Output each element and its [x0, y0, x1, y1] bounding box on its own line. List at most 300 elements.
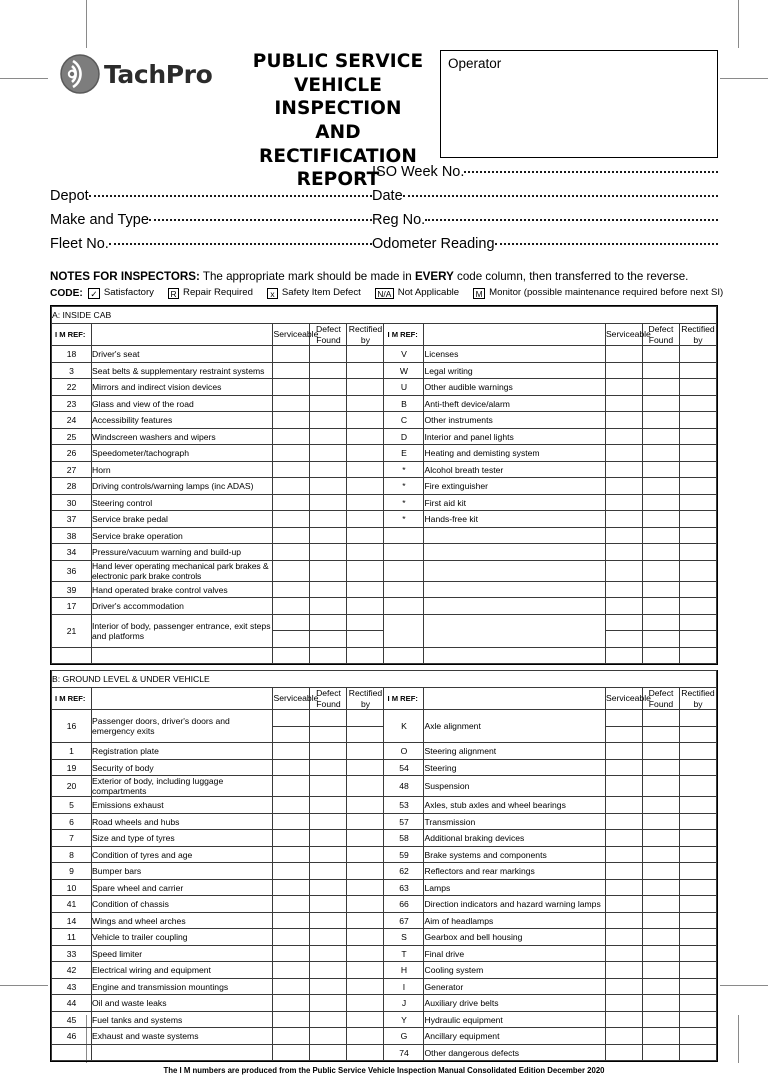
row-ref-right: H: [384, 962, 424, 979]
row-description-right: [424, 598, 605, 615]
cell-defect-found-left[interactable]: [310, 581, 347, 598]
cell-defect-found-right[interactable]: [642, 560, 679, 581]
cell-rectified-by-right[interactable]: [679, 614, 716, 631]
cell-defect-found-left[interactable]: [310, 797, 347, 814]
cell-rectified-by-right[interactable]: [679, 461, 716, 478]
code-legend-item-safety-item-defect: [267, 287, 361, 300]
table-row: [52, 710, 717, 727]
cell-serviceable-left[interactable]: [273, 598, 310, 615]
cell-defect-found-right[interactable]: [642, 797, 679, 814]
cell-serviceable-right[interactable]: [605, 962, 642, 979]
cell-defect-found-left[interactable]: [310, 962, 347, 979]
cell-defect-found-left[interactable]: [310, 362, 347, 379]
cell-rectified-by-left[interactable]: [347, 978, 384, 995]
cell-serviceable-right[interactable]: [605, 544, 642, 561]
cell-rectified-by-right[interactable]: [679, 710, 716, 727]
row-description-left: Exhaust and waste systems: [92, 1028, 273, 1045]
cell-defect-found-right[interactable]: [642, 598, 679, 615]
cell-serviceable-left[interactable]: [273, 929, 310, 946]
cell-defect-found-left[interactable]: [310, 614, 347, 631]
field-reg-no-input[interactable]: [425, 219, 718, 221]
cell-serviceable-right[interactable]: [605, 912, 642, 929]
row-ref-left: 25: [52, 428, 92, 445]
cell-serviceable-right[interactable]: [605, 511, 642, 528]
cell-serviceable-right[interactable]: [605, 978, 642, 995]
cell-defect-found-right[interactable]: [642, 995, 679, 1012]
cell-rectified-by-left[interactable]: [347, 544, 384, 561]
table-row: [52, 912, 717, 929]
cell-serviceable-right[interactable]: [605, 726, 642, 743]
cell-rectified-by-left[interactable]: [347, 863, 384, 880]
cell-serviceable-left[interactable]: [273, 1028, 310, 1045]
cell-defect-found-right[interactable]: [642, 879, 679, 896]
cell-serviceable-left[interactable]: [273, 631, 310, 648]
cell-serviceable-left[interactable]: [273, 776, 310, 797]
cell-defect-found-left[interactable]: [310, 395, 347, 412]
row-ref-left: 24: [52, 412, 92, 429]
field-iso-week-input[interactable]: [464, 171, 718, 173]
cell-serviceable-left[interactable]: [273, 362, 310, 379]
cell-serviceable-left[interactable]: [273, 830, 310, 847]
cell-serviceable-right[interactable]: [605, 362, 642, 379]
cell-defect-found-right[interactable]: [642, 412, 679, 429]
cell-defect-found-left[interactable]: [310, 896, 347, 913]
cell-rectified-by-left[interactable]: [347, 395, 384, 412]
cell-serviceable-left[interactable]: [273, 461, 310, 478]
cell-rectified-by-left[interactable]: [347, 1011, 384, 1028]
cell-serviceable-right[interactable]: [605, 813, 642, 830]
cell-serviceable-right[interactable]: [605, 1011, 642, 1028]
cell-rectified-by-right[interactable]: [679, 759, 716, 776]
cell-rectified-by-right[interactable]: [679, 879, 716, 896]
cell-serviceable-left[interactable]: [273, 978, 310, 995]
cell-rectified-by-right[interactable]: [679, 863, 716, 880]
cell-rectified-by-left[interactable]: [347, 710, 384, 727]
code-legend-item-repair-required-label: Repair Required: [183, 287, 253, 299]
cell-serviceable-left[interactable]: [273, 863, 310, 880]
document-title-line-2: VEHICLE INSPECTION: [274, 74, 402, 120]
cell-defect-found-left[interactable]: [310, 929, 347, 946]
cell-rectified-by-left[interactable]: [347, 478, 384, 495]
cell-serviceable-left[interactable]: [273, 743, 310, 760]
cell-rectified-by-left[interactable]: [347, 560, 384, 581]
field-fleet-no[interactable]: [50, 236, 372, 252]
cell-rectified-by-right[interactable]: [679, 726, 716, 743]
cell-defect-found-left[interactable]: [310, 1011, 347, 1028]
cell-defect-found-left[interactable]: [310, 710, 347, 727]
cell-serviceable-right[interactable]: [605, 797, 642, 814]
cell-rectified-by-right[interactable]: [679, 896, 716, 913]
field-make-and-type-label: Make and Type: [50, 212, 149, 228]
cell-serviceable-right[interactable]: [605, 412, 642, 429]
cell-serviceable-left[interactable]: [273, 710, 310, 727]
cell-rectified-by-left[interactable]: [347, 830, 384, 847]
section-heading-row: [52, 307, 717, 324]
cell-rectified-by-right[interactable]: [679, 929, 716, 946]
field-odometer-reading-input[interactable]: [495, 243, 718, 245]
cell-serviceable-left[interactable]: [273, 962, 310, 979]
cell-rectified-by-left[interactable]: [347, 776, 384, 797]
row-description-left: Condition of tyres and age: [92, 846, 273, 863]
cell-defect-found-left[interactable]: [310, 1044, 347, 1061]
cell-rectified-by-right[interactable]: [679, 598, 716, 615]
cell-serviceable-right[interactable]: [605, 776, 642, 797]
cell-rectified-by-left[interactable]: [347, 726, 384, 743]
row-ref-left: 23: [52, 395, 92, 412]
cell-serviceable-left[interactable]: [273, 912, 310, 929]
cell-serviceable-left[interactable]: [273, 759, 310, 776]
cell-defect-found-left[interactable]: [310, 863, 347, 880]
row-description-left: Condition of chassis: [92, 896, 273, 913]
cell-rectified-by-right[interactable]: [679, 631, 716, 648]
cell-rectified-by-left[interactable]: [347, 647, 384, 664]
row-description-left: Security of body: [92, 759, 273, 776]
row-description-left: Driver's accommodation: [92, 598, 273, 615]
cell-defect-found-right[interactable]: [642, 647, 679, 664]
inspector-notes-emphasis: EVERY: [414, 270, 454, 283]
cell-rectified-by-right[interactable]: [679, 995, 716, 1012]
cell-defect-found-right[interactable]: [642, 362, 679, 379]
table-row: [52, 461, 717, 478]
cell-defect-found-left[interactable]: [310, 846, 347, 863]
cell-defect-found-right[interactable]: [642, 581, 679, 598]
cell-rectified-by-right[interactable]: [679, 428, 716, 445]
cell-serviceable-right[interactable]: [605, 1044, 642, 1061]
cell-rectified-by-right[interactable]: [679, 560, 716, 581]
cell-defect-found-left[interactable]: [310, 726, 347, 743]
cell-serviceable-left[interactable]: [273, 527, 310, 544]
field-date-input[interactable]: [403, 195, 718, 197]
cell-serviceable-left[interactable]: [273, 494, 310, 511]
row-ref-left: 27: [52, 461, 92, 478]
cell-rectified-by-right[interactable]: [679, 830, 716, 847]
cell-defect-found-right[interactable]: [642, 710, 679, 727]
cell-serviceable-right[interactable]: [605, 929, 642, 946]
cell-defect-found-left[interactable]: [310, 412, 347, 429]
cell-defect-found-right[interactable]: [642, 813, 679, 830]
cell-rectified-by-right[interactable]: [679, 527, 716, 544]
cell-defect-found-right[interactable]: [642, 863, 679, 880]
cell-defect-found-right[interactable]: [642, 478, 679, 495]
cell-defect-found-right[interactable]: [642, 445, 679, 462]
cell-defect-found-right[interactable]: [642, 395, 679, 412]
cell-rectified-by-right[interactable]: [679, 478, 716, 495]
cell-defect-found-left[interactable]: [310, 478, 347, 495]
cell-serviceable-left[interactable]: [273, 945, 310, 962]
table-row: [52, 929, 717, 946]
cell-serviceable-left[interactable]: [273, 379, 310, 396]
section-a-table: [50, 305, 718, 665]
cell-defect-found-right[interactable]: [642, 511, 679, 528]
cell-rectified-by-right[interactable]: [679, 647, 716, 664]
cell-defect-found-right[interactable]: [642, 1044, 679, 1061]
cell-rectified-by-right[interactable]: [679, 494, 716, 511]
cell-rectified-by-right[interactable]: [679, 1011, 716, 1028]
cell-defect-found-right[interactable]: [642, 759, 679, 776]
cell-rectified-by-left[interactable]: [347, 631, 384, 648]
cell-serviceable-right[interactable]: [605, 428, 642, 445]
field-make-and-type[interactable]: [50, 212, 372, 228]
row-description-left: Steering control: [92, 494, 273, 511]
cell-rectified-by-left[interactable]: [347, 346, 384, 363]
cell-defect-found-right[interactable]: [642, 743, 679, 760]
cell-serviceable-right[interactable]: [605, 598, 642, 615]
cell-serviceable-right[interactable]: [605, 494, 642, 511]
cell-serviceable-right[interactable]: [605, 830, 642, 847]
cell-rectified-by-left[interactable]: [347, 995, 384, 1012]
cell-rectified-by-right[interactable]: [679, 379, 716, 396]
cell-rectified-by-left[interactable]: [347, 412, 384, 429]
check-icon: ✓: [88, 288, 100, 299]
cell-defect-found-left[interactable]: [310, 560, 347, 581]
cell-serviceable-right[interactable]: [605, 560, 642, 581]
column-header-description-right: [424, 687, 606, 709]
cell-defect-found-left[interactable]: [310, 647, 347, 664]
cell-rectified-by-right[interactable]: [679, 797, 716, 814]
cell-defect-found-right[interactable]: [642, 631, 679, 648]
table-row: [52, 813, 717, 830]
cell-defect-found-left[interactable]: [310, 759, 347, 776]
cell-rectified-by-right[interactable]: [679, 945, 716, 962]
cell-serviceable-left[interactable]: [273, 846, 310, 863]
field-reg-no[interactable]: [372, 212, 718, 228]
cell-defect-found-left[interactable]: [310, 379, 347, 396]
cell-defect-found-right[interactable]: [642, 428, 679, 445]
cell-defect-found-right[interactable]: [642, 494, 679, 511]
cell-serviceable-right[interactable]: [605, 743, 642, 760]
cell-serviceable-right[interactable]: [605, 945, 642, 962]
cell-rectified-by-left[interactable]: [347, 511, 384, 528]
cell-rectified-by-right[interactable]: [679, 544, 716, 561]
cell-serviceable-right[interactable]: [605, 527, 642, 544]
cell-rectified-by-left[interactable]: [347, 1044, 384, 1061]
cell-defect-found-right[interactable]: [642, 527, 679, 544]
cell-serviceable-left[interactable]: [273, 995, 310, 1012]
cell-rectified-by-right[interactable]: [679, 1044, 716, 1061]
row-description-right: Axles, stub axles and wheel bearings: [424, 797, 606, 814]
cell-rectified-by-right[interactable]: [679, 581, 716, 598]
cell-serviceable-left[interactable]: [273, 560, 310, 581]
cell-defect-found-left[interactable]: [310, 776, 347, 797]
cell-serviceable-right[interactable]: [605, 647, 642, 664]
cell-serviceable-right[interactable]: [605, 710, 642, 727]
field-depot[interactable]: [50, 188, 372, 204]
cell-defect-found-right[interactable]: [642, 846, 679, 863]
cell-serviceable-left[interactable]: [273, 1011, 310, 1028]
cell-defect-found-left[interactable]: [310, 1028, 347, 1045]
cell-serviceable-left[interactable]: [273, 813, 310, 830]
cell-rectified-by-left[interactable]: [347, 929, 384, 946]
cell-serviceable-right[interactable]: [605, 478, 642, 495]
cell-rectified-by-right[interactable]: [679, 346, 716, 363]
cell-rectified-by-right[interactable]: [679, 743, 716, 760]
cell-rectified-by-right[interactable]: [679, 962, 716, 979]
cell-defect-found-right[interactable]: [642, 544, 679, 561]
cell-rectified-by-left[interactable]: [347, 445, 384, 462]
cell-defect-found-right[interactable]: [642, 379, 679, 396]
cell-serviceable-left[interactable]: [273, 647, 310, 664]
cell-serviceable-left[interactable]: [273, 544, 310, 561]
cell-rectified-by-right[interactable]: [679, 362, 716, 379]
cell-serviceable-left[interactable]: [273, 412, 310, 429]
cell-rectified-by-right[interactable]: [679, 511, 716, 528]
cell-rectified-by-left[interactable]: [347, 494, 384, 511]
cell-rectified-by-left[interactable]: [347, 797, 384, 814]
cell-serviceable-left[interactable]: [273, 896, 310, 913]
cell-rectified-by-right[interactable]: [679, 776, 716, 797]
row-description-left: Fuel tanks and systems: [92, 1011, 273, 1028]
cell-serviceable-right[interactable]: [605, 1028, 642, 1045]
cell-serviceable-left[interactable]: [273, 511, 310, 528]
cell-serviceable-right[interactable]: [605, 445, 642, 462]
cell-serviceable-right[interactable]: [605, 631, 642, 648]
row-description-left: Glass and view of the road: [92, 395, 273, 412]
cell-defect-found-right[interactable]: [642, 962, 679, 979]
cell-rectified-by-right[interactable]: [679, 412, 716, 429]
cell-rectified-by-left[interactable]: [347, 879, 384, 896]
cell-defect-found-left[interactable]: [310, 631, 347, 648]
cell-defect-found-right[interactable]: [642, 1028, 679, 1045]
field-depot-input[interactable]: [89, 195, 372, 197]
cell-serviceable-right[interactable]: [605, 581, 642, 598]
cell-rectified-by-right[interactable]: [679, 846, 716, 863]
cell-defect-found-left[interactable]: [310, 527, 347, 544]
cell-defect-found-left[interactable]: [310, 743, 347, 760]
cell-rectified-by-right[interactable]: [679, 912, 716, 929]
cell-defect-found-left[interactable]: [310, 461, 347, 478]
cell-defect-found-left[interactable]: [310, 879, 347, 896]
row-description-left: Wings and wheel arches: [92, 912, 273, 929]
cell-rectified-by-left[interactable]: [347, 461, 384, 478]
cell-defect-found-left[interactable]: [310, 813, 347, 830]
cell-defect-found-left[interactable]: [310, 945, 347, 962]
table-row: [52, 896, 717, 913]
cell-serviceable-right[interactable]: [605, 395, 642, 412]
cell-rectified-by-left[interactable]: [347, 945, 384, 962]
row-ref-left: 34: [52, 544, 92, 561]
cell-rectified-by-left[interactable]: [347, 614, 384, 631]
row-ref-left: 33: [52, 945, 92, 962]
cell-serviceable-right[interactable]: [605, 759, 642, 776]
cell-defect-found-left[interactable]: [310, 995, 347, 1012]
cell-defect-found-right[interactable]: [642, 978, 679, 995]
cell-serviceable-left[interactable]: [273, 726, 310, 743]
cell-defect-found-right[interactable]: [642, 945, 679, 962]
cell-rectified-by-left[interactable]: [347, 962, 384, 979]
cell-defect-found-left[interactable]: [310, 428, 347, 445]
cell-rectified-by-left[interactable]: [347, 813, 384, 830]
cell-defect-found-left[interactable]: [310, 830, 347, 847]
cell-defect-found-right[interactable]: [642, 830, 679, 847]
cell-rectified-by-left[interactable]: [347, 759, 384, 776]
row-description-right: Other audible warnings: [424, 379, 605, 396]
cell-rectified-by-right[interactable]: [679, 978, 716, 995]
cell-serviceable-left[interactable]: [273, 797, 310, 814]
cell-rectified-by-left[interactable]: [347, 743, 384, 760]
cell-serviceable-right[interactable]: [605, 846, 642, 863]
cell-defect-found-right[interactable]: [642, 896, 679, 913]
cell-defect-found-right[interactable]: [642, 912, 679, 929]
field-iso-week[interactable]: [372, 164, 718, 180]
cell-serviceable-left[interactable]: [273, 478, 310, 495]
cell-rectified-by-left[interactable]: [347, 896, 384, 913]
cell-serviceable-right[interactable]: [605, 863, 642, 880]
cell-defect-found-left[interactable]: [310, 494, 347, 511]
cell-defect-found-right[interactable]: [642, 461, 679, 478]
cell-serviceable-left[interactable]: [273, 614, 310, 631]
cell-rectified-by-left[interactable]: [347, 581, 384, 598]
table-row: [52, 614, 717, 631]
cell-rectified-by-left[interactable]: [347, 912, 384, 929]
cell-rectified-by-left[interactable]: [347, 846, 384, 863]
cell-rectified-by-left[interactable]: [347, 379, 384, 396]
row-description-left: Accessibility features: [92, 412, 273, 429]
cell-rectified-by-right[interactable]: [679, 813, 716, 830]
column-header-description-left: [92, 323, 273, 345]
cell-rectified-by-left[interactable]: [347, 598, 384, 615]
row-ref-right: 58: [384, 830, 424, 847]
cell-serviceable-right[interactable]: [605, 879, 642, 896]
cell-serviceable-left[interactable]: [273, 581, 310, 598]
cell-defect-found-right[interactable]: [642, 1011, 679, 1028]
table-row: [52, 797, 717, 814]
cell-serviceable-left[interactable]: [273, 1044, 310, 1061]
cell-defect-found-right[interactable]: [642, 726, 679, 743]
cell-serviceable-left[interactable]: [273, 395, 310, 412]
cell-defect-found-right[interactable]: [642, 346, 679, 363]
cell-serviceable-right[interactable]: [605, 461, 642, 478]
cell-serviceable-left[interactable]: [273, 346, 310, 363]
cell-rectified-by-right[interactable]: [679, 1028, 716, 1045]
cell-rectified-by-right[interactable]: [679, 395, 716, 412]
field-date[interactable]: [372, 188, 718, 204]
cell-defect-found-left[interactable]: [310, 598, 347, 615]
cell-rectified-by-right[interactable]: [679, 445, 716, 462]
code-legend-item-not-applicable: [375, 287, 459, 300]
table-row: [52, 494, 717, 511]
cell-serviceable-right[interactable]: [605, 614, 642, 631]
cell-defect-found-left[interactable]: [310, 978, 347, 995]
cell-rectified-by-left[interactable]: [347, 428, 384, 445]
field-fleet-no-input[interactable]: [109, 243, 372, 245]
cell-serviceable-right[interactable]: [605, 379, 642, 396]
cell-serviceable-left[interactable]: [273, 428, 310, 445]
cell-serviceable-right[interactable]: [605, 896, 642, 913]
cell-defect-found-left[interactable]: [310, 511, 347, 528]
field-odometer-reading[interactable]: [372, 236, 718, 252]
cell-serviceable-right[interactable]: [605, 346, 642, 363]
field-make-and-type-input[interactable]: [149, 219, 372, 221]
cell-defect-found-right[interactable]: [642, 614, 679, 631]
cell-defect-found-left[interactable]: [310, 912, 347, 929]
cell-rectified-by-left[interactable]: [347, 1028, 384, 1045]
cell-defect-found-left[interactable]: [310, 544, 347, 561]
cell-defect-found-left[interactable]: [310, 445, 347, 462]
row-description-right: [424, 527, 605, 544]
cell-serviceable-left[interactable]: [273, 879, 310, 896]
cell-defect-found-right[interactable]: [642, 776, 679, 797]
cell-rectified-by-left[interactable]: [347, 362, 384, 379]
row-description-right: [424, 581, 605, 598]
cell-defect-found-right[interactable]: [642, 929, 679, 946]
cell-serviceable-right[interactable]: [605, 995, 642, 1012]
cell-defect-found-left[interactable]: [310, 346, 347, 363]
cell-serviceable-left[interactable]: [273, 445, 310, 462]
row-description-left: Size and type of tyres: [92, 830, 273, 847]
cell-rectified-by-left[interactable]: [347, 527, 384, 544]
row-description-right: Hydraulic equipment: [424, 1011, 606, 1028]
operator-field[interactable]: [440, 50, 718, 158]
